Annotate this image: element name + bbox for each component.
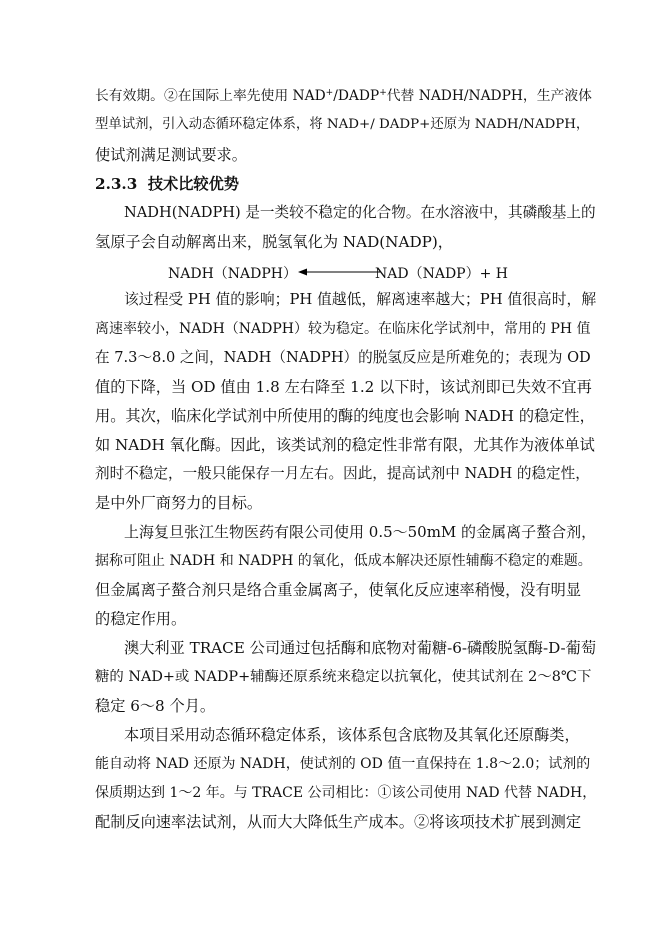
para1-line-1: NADH(NADPH) 是一类较不稳定的化合物。在水溶液中，其磷酸基上的 xyxy=(124,204,596,221)
para5-line-1: 本项目采用动态循环稳定体系，该体系包含底物及其氧化还原酶类， xyxy=(124,726,580,744)
para3-line-1: 上海复旦张江生物医药有限公司使用 0.5～50mM 的金属离子螯合剂， xyxy=(124,523,597,541)
para4-line-1: 澳大利亚 TRACE 公司通过包括酶和底物对葡糖-6-磷酸脱氢酶-D-葡萄 xyxy=(124,639,597,657)
intro-line-3: 使试剂满足测试要求。 xyxy=(95,146,247,164)
para3-line-2: 据称可阻止 NADH 和 NADPH 的氧化，低成本解决还原性辅酶不稳定的难题。 xyxy=(95,553,592,569)
para2-line-2: 离速率较小，NADH（NADPH）较为稳定。在临床化学试剂中，常用的 PH 值 xyxy=(95,321,591,337)
reaction-product: NAD（NADP）+ H xyxy=(375,266,508,282)
para2-line-3: 在 7.3～8.0 之间，NADH（NADPH）的脱氢反应是所难免的；表现为 OD xyxy=(95,349,591,366)
para2-line-5: 用。其次，临床化学试剂中所使用的酶的纯度也会影响 NADH 的稳定性， xyxy=(95,407,595,425)
para4-line-2: 糖的 NAD+或 NADP+辅酶还原系统来稳定以抗氧化，使其试剂在 2～8℃下 xyxy=(95,669,592,685)
para2-line-6: 如 NADH 氧化酶。因此，该类试剂的稳定性非常有限，尤其作为液体单试 xyxy=(95,436,595,454)
para5-line-3: 保质期达到 1～2 年。与 TRACE 公司相比：①该公司使用 NAD 代替 NADH， xyxy=(95,785,597,801)
section-heading: 2.3.3 技术比较优势 xyxy=(95,175,239,193)
para2-line-8: 是中外厂商努力的目标。 xyxy=(95,494,263,512)
para5-line-4: 配制反向速率法试剂，从而大大降低生产成本。②将该项技术扩展到测定 xyxy=(95,813,581,831)
para2-line-4: 值的下降，当 OD 值由 1.8 左右降至 1.2 以下时，该试剂即已失效不宜再 xyxy=(95,378,592,396)
intro-line-2: 型单试剂，引入动态循环稳定体系，将 NAD+/ DADP+还原为 NADH/NADPH， xyxy=(95,117,590,132)
para4-line-3: 稳定 6～8 个月。 xyxy=(95,697,216,715)
para2-line-1: 该过程受 PH 值的影响；PH 值越低，解离速率越大；PH 值很高时，解 xyxy=(124,291,597,308)
para5-line-2: 能自动将 NAD 还原为 NADH，使试剂的 OD 值一直保持在 1.8～2.0；试剂的 xyxy=(95,756,591,772)
para3-line-3: 但金属离子螯合剂只是络合重金属离子，使氧化反应速率稍慢，没有明显 xyxy=(95,581,581,599)
para1-line-2: 氢原子会自动解离出来，脱氢氧化为 NAD(NADP)， xyxy=(95,233,453,251)
reaction-equation xyxy=(0,261,662,283)
intro-line-1: 长有效期。②在国际上率先使用 NAD+/DADP+代替 NADH/NADPH，生产液体 xyxy=(95,88,592,104)
para3-line-4: 的稳定作用。 xyxy=(95,610,187,628)
reaction-reactant: NADH（NADPH） xyxy=(168,266,298,282)
reaction-arrow-icon xyxy=(298,265,380,279)
para2-line-7: 剂时不稳定，一般只能保存一月左右。因此，提高试剂中 NADH 的稳定性， xyxy=(95,465,590,482)
